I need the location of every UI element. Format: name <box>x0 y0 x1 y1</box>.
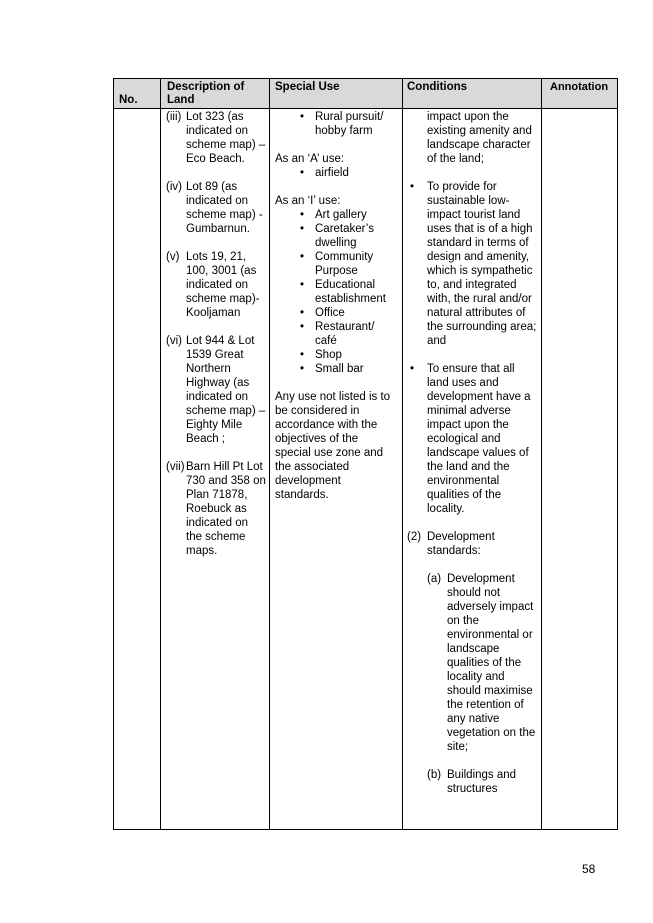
land-item <box>166 460 266 558</box>
item-text: Lot 944 & Lot 1539 Great Northern Highway (as indicated on scheme map) – Eighty Mile Beach ; <box>186 335 266 445</box>
item-text: Barn Hill Pt Lot 730 and 358 on Plan 71878, Roebuck as indicated on the scheme maps. <box>186 461 266 557</box>
item-label: (vi) <box>166 335 182 347</box>
i-use-item: • Office <box>275 306 397 320</box>
planning-table <box>113 78 618 830</box>
land-item <box>166 250 266 320</box>
development-standards-heading <box>407 530 539 558</box>
condition-continued: impact upon the existing amenity and landscape character of the land; <box>427 111 532 165</box>
i-use-item: • Art gallery <box>275 208 397 222</box>
column-divider <box>541 79 542 829</box>
header-special-use: Special Use <box>275 81 340 93</box>
item-label: (iv) <box>166 181 182 193</box>
i-use-item: • Caretaker’s dwelling <box>275 222 397 250</box>
i-use-item: • Community Purpose <box>275 250 397 278</box>
description-column <box>166 110 266 572</box>
sub-text: Development should not adversely impact on the environmental or landscape qualities of the locality and should maximise the retention of any native vegetation on the site; <box>447 573 536 753</box>
land-item <box>166 180 266 236</box>
condition-bullet: • To ensure that all land uses and development have a minimal adverse impact upon the ecological and landscape values of the land and the environmental qualities of the locality. <box>407 362 539 516</box>
item-text: Lot 89 (as indicated on scheme map) -Gumbarnun. <box>186 181 263 235</box>
i-use-item: • Small bar <box>275 362 397 376</box>
land-item <box>166 110 266 166</box>
special-use-bullet: • Rural pursuit/ hobby farm <box>275 110 397 138</box>
header-annotation: Annotation <box>550 81 609 93</box>
i-use-item: • Restaurant/ café <box>275 320 397 348</box>
special-use-column <box>275 110 397 502</box>
a-use-heading: As an ‘A’ use: <box>275 153 345 165</box>
sub-label: (a) <box>427 573 442 585</box>
i-use-item: • Shop <box>275 348 397 362</box>
i-use-heading: As an ‘I’ use: <box>275 195 341 207</box>
header-description: Description of Land <box>167 81 245 106</box>
column-divider <box>160 79 161 829</box>
item-label: (iii) <box>166 111 182 123</box>
conditions-column <box>407 110 539 810</box>
column-divider <box>402 79 403 829</box>
header-no: No. <box>119 94 138 106</box>
item-text: Lots 19, 21, 100, 3001 (as indicated on scheme map)- Kooljaman <box>186 251 260 319</box>
sub-label: (b) <box>427 769 442 781</box>
section-label: (2) <box>407 531 422 543</box>
special-use-footer: Any use not listed is to be considered in accordance with the objectives of the special use zone and the associated development standards. <box>275 391 391 501</box>
condition-bullet: • To provide for sustainable low-impact tourist land uses that is of a high standard in terms of design and amenity, which is sympathetic to, and integrated with, the rural and/or natural attributes of the surrounding area; and <box>407 180 539 348</box>
a-use-item: • airfield <box>275 166 397 180</box>
i-use-item: • Educational establishment <box>275 278 397 306</box>
item-label: (vii) <box>166 461 185 473</box>
sub-text: Buildings and structures <box>447 769 517 795</box>
land-item <box>166 334 266 446</box>
section-text: Development standards: <box>427 531 495 557</box>
header-conditions: Conditions <box>407 81 468 93</box>
page-number: 58 <box>582 862 596 876</box>
standard-item <box>407 768 539 796</box>
item-text: Lot 323 (as indicated on scheme map) – Eco Beach. <box>186 111 266 165</box>
item-label: (v) <box>166 251 180 263</box>
standard-item <box>407 572 539 754</box>
column-divider <box>269 79 270 829</box>
